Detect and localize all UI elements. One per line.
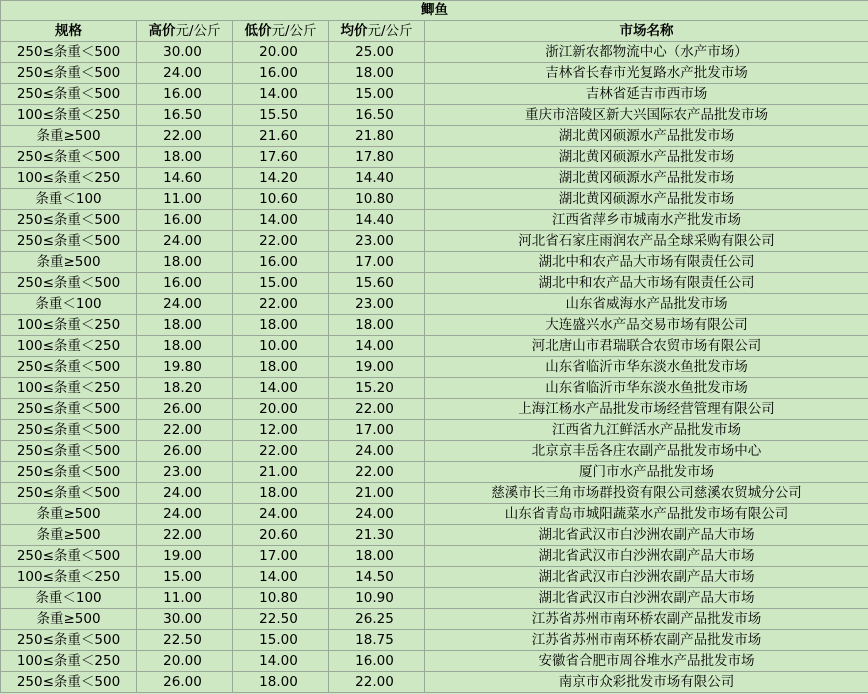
table-row xyxy=(1,336,868,357)
table-row xyxy=(1,252,868,273)
cell-spec[interactable]: 250≤条重＜500 xyxy=(1,357,137,378)
cell-market-name[interactable]: 重庆市涪陵区新大兴国际农产品批发市场 xyxy=(425,105,868,126)
cell-spec[interactable]: 250≤条重＜500 xyxy=(1,231,137,252)
cell-high-price[interactable]: 23.00 xyxy=(137,462,233,483)
cell-low-price[interactable]: 20.00 xyxy=(233,42,329,63)
cell-low-price[interactable]: 18.00 xyxy=(233,483,329,504)
table-row xyxy=(1,609,868,630)
cell-market-name[interactable]: 浙江新农都物流中心（水产市场） xyxy=(425,42,868,63)
cell-avg-price[interactable]: 15.00 xyxy=(329,84,425,105)
cell-high-price[interactable]: 22.00 xyxy=(137,525,233,546)
cell-market-name[interactable]: 山东省青岛市城阳蔬菜水产品批发市场有限公司 xyxy=(425,504,868,525)
cell-low-price[interactable]: 14.00 xyxy=(233,210,329,231)
cell-low-price[interactable]: 22.00 xyxy=(233,441,329,462)
cell-spec[interactable]: 250≤条重＜500 xyxy=(1,63,137,84)
cell-high-price[interactable]: 11.00 xyxy=(137,588,233,609)
cell-high-price[interactable]: 22.00 xyxy=(137,420,233,441)
cell-spec[interactable]: 条重＜100 xyxy=(1,189,137,210)
cell-market-name[interactable]: 南京市众彩批发市场有限公司 xyxy=(425,672,868,693)
cell-low-price[interactable]: 10.80 xyxy=(233,588,329,609)
header-low-unit: 元/公斤 xyxy=(271,23,317,39)
cell-avg-price[interactable]: 17.00 xyxy=(329,420,425,441)
cell-high-price[interactable]: 30.00 xyxy=(137,609,233,630)
table-row xyxy=(1,126,868,147)
cell-low-price[interactable]: 15.50 xyxy=(233,105,329,126)
cell-spec[interactable]: 250≤条重＜500 xyxy=(1,42,137,63)
header-avg-unit: 元/公斤 xyxy=(367,23,413,39)
cell-spec[interactable]: 250≤条重＜500 xyxy=(1,399,137,420)
cell-low-price[interactable]: 16.00 xyxy=(233,252,329,273)
table-row xyxy=(1,294,868,315)
cell-market-name[interactable]: 北京京丰岳各庄农副产品批发市场中心 xyxy=(425,441,868,462)
cell-low-price[interactable]: 20.00 xyxy=(233,399,329,420)
table-row xyxy=(1,441,868,462)
table-row xyxy=(1,315,868,336)
cell-avg-price[interactable]: 19.00 xyxy=(329,357,425,378)
cell-spec[interactable]: 100≤条重＜250 xyxy=(1,378,137,399)
cell-market-name[interactable]: 湖北省武汉市白沙洲农副产品大市场 xyxy=(425,588,868,609)
title-row xyxy=(1,1,868,21)
cell-market-name[interactable]: 湖北省武汉市白沙洲农副产品大市场 xyxy=(425,525,868,546)
header-low-label: 低价 xyxy=(244,23,272,39)
cell-high-price[interactable]: 24.00 xyxy=(137,63,233,84)
cell-avg-price[interactable]: 16.00 xyxy=(329,651,425,672)
cell-low-price[interactable]: 18.00 xyxy=(233,315,329,336)
cell-high-price[interactable]: 24.00 xyxy=(137,231,233,252)
header-spec[interactable] xyxy=(1,21,137,42)
table-body xyxy=(1,42,868,693)
cell-high-price[interactable]: 26.00 xyxy=(137,399,233,420)
header-market-label: 市场名称 xyxy=(619,23,674,39)
table-row xyxy=(1,63,868,84)
cell-market-name[interactable]: 湖北省武汉市白沙洲农副产品大市场 xyxy=(425,546,868,567)
cell-avg-price[interactable]: 24.00 xyxy=(329,504,425,525)
cell-high-price[interactable]: 18.00 xyxy=(137,252,233,273)
header-high-price[interactable] xyxy=(137,21,233,42)
cell-avg-price[interactable]: 18.75 xyxy=(329,630,425,651)
cell-avg-price[interactable]: 18.00 xyxy=(329,315,425,336)
cell-low-price[interactable]: 22.50 xyxy=(233,609,329,630)
table-row xyxy=(1,567,868,588)
cell-spec[interactable]: 250≤条重＜500 xyxy=(1,273,137,294)
cell-high-price[interactable]: 14.60 xyxy=(137,168,233,189)
cell-spec[interactable]: 100≤条重＜250 xyxy=(1,105,137,126)
cell-spec[interactable]: 条重＜100 xyxy=(1,588,137,609)
cell-avg-price[interactable]: 21.80 xyxy=(329,126,425,147)
cell-market-name[interactable]: 湖北黄冈硕源水产品批发市场 xyxy=(425,168,868,189)
table-row xyxy=(1,546,868,567)
cell-avg-price[interactable]: 22.00 xyxy=(329,399,425,420)
cell-low-price[interactable]: 12.00 xyxy=(233,420,329,441)
cell-spec[interactable]: 250≤条重＜500 xyxy=(1,672,137,693)
cell-high-price[interactable]: 16.00 xyxy=(137,84,233,105)
cell-avg-price[interactable]: 26.25 xyxy=(329,609,425,630)
table-row xyxy=(1,210,868,231)
cell-low-price[interactable]: 14.00 xyxy=(233,378,329,399)
cell-market-name[interactable]: 吉林省长春市光复路水产批发市场 xyxy=(425,63,868,84)
cell-low-price[interactable]: 17.60 xyxy=(233,147,329,168)
cell-market-name[interactable]: 慈溪市长三角市场群投资有限公司慈溪农贸城分公司 xyxy=(425,483,868,504)
cell-market-name[interactable]: 山东省临沂市华东淡水鱼批发市场 xyxy=(425,378,868,399)
table-row xyxy=(1,672,868,693)
cell-market-name[interactable]: 湖北黄冈硕源水产品批发市场 xyxy=(425,126,868,147)
cell-spec[interactable]: 条重≥500 xyxy=(1,252,137,273)
cell-spec[interactable]: 100≤条重＜250 xyxy=(1,336,137,357)
cell-spec[interactable]: 100≤条重＜250 xyxy=(1,168,137,189)
table-row xyxy=(1,84,868,105)
cell-high-price[interactable]: 26.00 xyxy=(137,672,233,693)
cell-low-price[interactable]: 15.00 xyxy=(233,273,329,294)
cell-avg-price[interactable]: 25.00 xyxy=(329,42,425,63)
cell-avg-price[interactable]: 22.00 xyxy=(329,462,425,483)
table-row xyxy=(1,189,868,210)
cell-high-price[interactable]: 24.00 xyxy=(137,504,233,525)
cell-high-price[interactable]: 16.50 xyxy=(137,105,233,126)
cell-spec[interactable]: 250≤条重＜500 xyxy=(1,441,137,462)
cell-avg-price[interactable]: 14.00 xyxy=(329,336,425,357)
cell-spec[interactable]: 250≤条重＜500 xyxy=(1,210,137,231)
cell-high-price[interactable]: 18.00 xyxy=(137,336,233,357)
cell-avg-price[interactable]: 15.20 xyxy=(329,378,425,399)
cell-market-name[interactable]: 大连盛兴水产品交易市场有限公司 xyxy=(425,315,868,336)
cell-spec[interactable]: 250≤条重＜500 xyxy=(1,420,137,441)
cell-avg-price[interactable]: 22.00 xyxy=(329,672,425,693)
cell-spec[interactable]: 条重＜100 xyxy=(1,294,137,315)
cell-avg-price[interactable]: 18.00 xyxy=(329,63,425,84)
cell-spec[interactable]: 250≤条重＜500 xyxy=(1,147,137,168)
header-market-name[interactable] xyxy=(425,21,868,42)
table-row xyxy=(1,588,868,609)
sheet-title[interactable]: 鲫鱼 xyxy=(1,1,868,21)
table-row xyxy=(1,105,868,126)
cell-low-price[interactable]: 18.00 xyxy=(233,672,329,693)
cell-low-price[interactable]: 20.60 xyxy=(233,525,329,546)
cell-low-price[interactable]: 16.00 xyxy=(233,63,329,84)
cell-avg-price[interactable]: 17.80 xyxy=(329,147,425,168)
cell-low-price[interactable]: 22.00 xyxy=(233,294,329,315)
cell-market-name[interactable]: 湖北省武汉市白沙洲农副产品大市场 xyxy=(425,567,868,588)
cell-market-name[interactable]: 河北唐山市君瑞联合农贸市场有限公司 xyxy=(425,336,868,357)
header-row xyxy=(1,21,868,42)
cell-high-price[interactable]: 20.00 xyxy=(137,651,233,672)
table-row xyxy=(1,168,868,189)
table-row xyxy=(1,651,868,672)
cell-market-name[interactable]: 湖北黄冈硕源水产品批发市场 xyxy=(425,147,868,168)
cell-market-name[interactable]: 湖北中和农产品大市场有限责任公司 xyxy=(425,273,868,294)
table-row xyxy=(1,483,868,504)
cell-low-price[interactable]: 14.00 xyxy=(233,651,329,672)
cell-market-name[interactable]: 江西省九江鲜活水产品批发市场 xyxy=(425,420,868,441)
cell-high-price[interactable]: 24.00 xyxy=(137,483,233,504)
cell-low-price[interactable]: 15.00 xyxy=(233,630,329,651)
cell-market-name[interactable]: 湖北中和农产品大市场有限责任公司 xyxy=(425,252,868,273)
table-row xyxy=(1,420,868,441)
cell-avg-price[interactable]: 14.40 xyxy=(329,168,425,189)
cell-low-price[interactable]: 10.00 xyxy=(233,336,329,357)
cell-spec[interactable]: 条重≥500 xyxy=(1,504,137,525)
table-row xyxy=(1,504,868,525)
cell-low-price[interactable]: 14.20 xyxy=(233,168,329,189)
cell-market-name[interactable]: 河北省石家庄雨润农产品全球采购有限公司 xyxy=(425,231,868,252)
header-high-unit: 元/公斤 xyxy=(175,23,221,39)
header-low-price[interactable] xyxy=(233,21,329,42)
cell-spec[interactable]: 100≤条重＜250 xyxy=(1,651,137,672)
cell-market-name[interactable]: 厦门市水产品批发市场 xyxy=(425,462,868,483)
cell-avg-price[interactable]: 23.00 xyxy=(329,294,425,315)
cell-avg-price[interactable]: 21.30 xyxy=(329,525,425,546)
cell-avg-price[interactable]: 10.90 xyxy=(329,588,425,609)
cell-high-price[interactable]: 18.20 xyxy=(137,378,233,399)
cell-spec[interactable]: 250≤条重＜500 xyxy=(1,84,137,105)
cell-low-price[interactable]: 21.60 xyxy=(233,126,329,147)
table-row xyxy=(1,147,868,168)
cell-low-price[interactable]: 22.00 xyxy=(233,231,329,252)
cell-low-price[interactable]: 10.60 xyxy=(233,189,329,210)
table-row xyxy=(1,357,868,378)
header-spec-label: 规格 xyxy=(55,23,82,39)
cell-high-price[interactable]: 18.00 xyxy=(137,315,233,336)
cell-high-price[interactable]: 16.00 xyxy=(137,273,233,294)
cell-high-price[interactable]: 22.00 xyxy=(137,126,233,147)
cell-avg-price[interactable]: 16.50 xyxy=(329,105,425,126)
cell-low-price[interactable]: 14.00 xyxy=(233,567,329,588)
cell-high-price[interactable]: 19.80 xyxy=(137,357,233,378)
table-row xyxy=(1,42,868,63)
cell-market-name[interactable]: 山东省威海水产品批发市场 xyxy=(425,294,868,315)
cell-avg-price[interactable]: 24.00 xyxy=(329,441,425,462)
cell-avg-price[interactable]: 14.40 xyxy=(329,210,425,231)
header-high-label: 高价 xyxy=(148,23,176,39)
cell-low-price[interactable]: 21.00 xyxy=(233,462,329,483)
cell-spec[interactable]: 条重≥500 xyxy=(1,525,137,546)
cell-avg-price[interactable]: 23.00 xyxy=(329,231,425,252)
cell-spec[interactable]: 条重≥500 xyxy=(1,609,137,630)
header-avg-label: 均价 xyxy=(340,23,368,39)
cell-high-price[interactable]: 22.50 xyxy=(137,630,233,651)
cell-spec[interactable]: 250≤条重＜500 xyxy=(1,630,137,651)
cell-market-name[interactable]: 江苏省苏州市南环桥农副产品批发市场 xyxy=(425,630,868,651)
cell-spec[interactable]: 100≤条重＜250 xyxy=(1,567,137,588)
cell-high-price[interactable]: 11.00 xyxy=(137,189,233,210)
table-row xyxy=(1,462,868,483)
cell-market-name[interactable]: 江西省萍乡市城南水产批发市场 xyxy=(425,210,868,231)
cell-high-price[interactable]: 26.00 xyxy=(137,441,233,462)
cell-market-name[interactable]: 江苏省苏州市南环桥农副产品批发市场 xyxy=(425,609,868,630)
cell-market-name[interactable]: 吉林省延吉市西市场 xyxy=(425,84,868,105)
cell-avg-price[interactable]: 17.00 xyxy=(329,252,425,273)
cell-spec[interactable]: 250≤条重＜500 xyxy=(1,462,137,483)
cell-high-price[interactable]: 19.00 xyxy=(137,546,233,567)
cell-market-name[interactable]: 山东省临沂市华东淡水鱼批发市场 xyxy=(425,357,868,378)
cell-low-price[interactable]: 24.00 xyxy=(233,504,329,525)
cell-spec[interactable]: 条重≥500 xyxy=(1,126,137,147)
cell-spec[interactable]: 250≤条重＜500 xyxy=(1,483,137,504)
cell-avg-price[interactable]: 15.60 xyxy=(329,273,425,294)
cell-high-price[interactable]: 16.00 xyxy=(137,210,233,231)
cell-avg-price[interactable]: 18.00 xyxy=(329,546,425,567)
cell-market-name[interactable]: 上海江杨水产品批发市场经营管理有限公司 xyxy=(425,399,868,420)
table-row xyxy=(1,273,868,294)
cell-low-price[interactable]: 18.00 xyxy=(233,357,329,378)
cell-avg-price[interactable]: 21.00 xyxy=(329,483,425,504)
table-row xyxy=(1,630,868,651)
cell-high-price[interactable]: 30.00 xyxy=(137,42,233,63)
cell-avg-price[interactable]: 14.50 xyxy=(329,567,425,588)
cell-high-price[interactable]: 15.00 xyxy=(137,567,233,588)
cell-high-price[interactable]: 24.00 xyxy=(137,294,233,315)
cell-low-price[interactable]: 14.00 xyxy=(233,84,329,105)
cell-market-name[interactable]: 湖北黄冈硕源水产品批发市场 xyxy=(425,189,868,210)
cell-high-price[interactable]: 18.00 xyxy=(137,147,233,168)
cell-low-price[interactable]: 17.00 xyxy=(233,546,329,567)
cell-avg-price[interactable]: 10.80 xyxy=(329,189,425,210)
cell-spec[interactable]: 100≤条重＜250 xyxy=(1,315,137,336)
table-row xyxy=(1,231,868,252)
cell-spec[interactable]: 250≤条重＜500 xyxy=(1,546,137,567)
table-row xyxy=(1,378,868,399)
cell-market-name[interactable]: 安徽省合肥市周谷堆水产品批发市场 xyxy=(425,651,868,672)
table-row xyxy=(1,399,868,420)
header-avg-price[interactable] xyxy=(329,21,425,42)
table-row xyxy=(1,525,868,546)
